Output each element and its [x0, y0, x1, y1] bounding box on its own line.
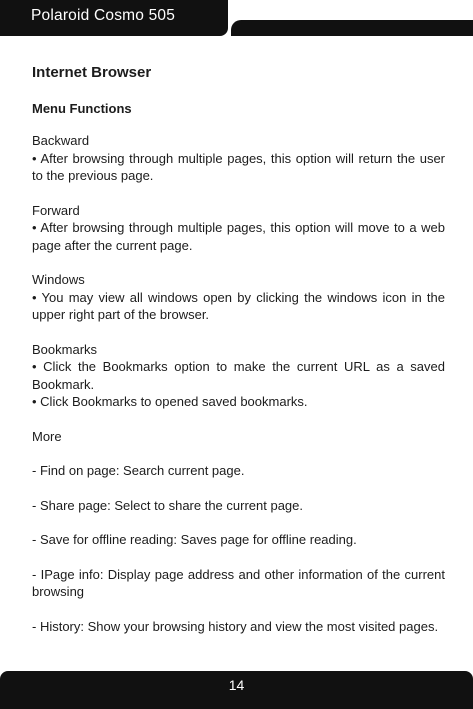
item-bullet: • Click Bookmarks to opened saved bookmarks. [32, 394, 308, 409]
item-forward [32, 202, 445, 255]
item-bullet: • After browsing through multiple pages, this option will move to a web page after the current page. [32, 220, 445, 253]
page-number: 14 [228, 677, 245, 693]
item-windows [32, 271, 445, 324]
item-backward [32, 132, 445, 185]
header-bar [0, 0, 473, 36]
more-entry-page-info: - IPage info: Display page address and other information of the current browsing [32, 566, 445, 599]
item-label-bookmarks: Bookmarks [32, 341, 98, 357]
more-label: More [32, 428, 62, 444]
item-bookmarks [32, 341, 445, 411]
more-section [32, 428, 445, 636]
item-bullet: • You may view all windows open by clicking the windows icon in the upper right part of the browser. [32, 289, 445, 322]
header-tab [0, 0, 228, 36]
subsection-title: Menu Functions [32, 101, 132, 116]
section-title: Internet Browser [32, 64, 152, 81]
more-entry-share: - Share page: Select to share the current page. [32, 497, 304, 513]
more-entry-history: - History: Show your browsing history and view the most visited pages. [32, 618, 439, 634]
item-label-backward: Backward [32, 133, 90, 148]
item-label-forward: Forward [32, 202, 80, 218]
header-band [231, 20, 473, 36]
footer-bar [0, 671, 473, 709]
more-entry-find: - Find on page: Search current page. [32, 463, 245, 478]
item-bullet: • Click the Bookmarks option to make the current URL as a saved Bookmark. [32, 359, 445, 392]
device-title: Polaroid Cosmo 505 [31, 7, 176, 24]
item-bullet: • After browsing through multiple pages, this option will return the user to the previous page. [32, 150, 445, 183]
item-label-windows: Windows [32, 272, 85, 287]
more-entry-save-offline: - Save for offline reading: Saves page for offline reading. [32, 532, 357, 547]
page-content [32, 64, 445, 635]
